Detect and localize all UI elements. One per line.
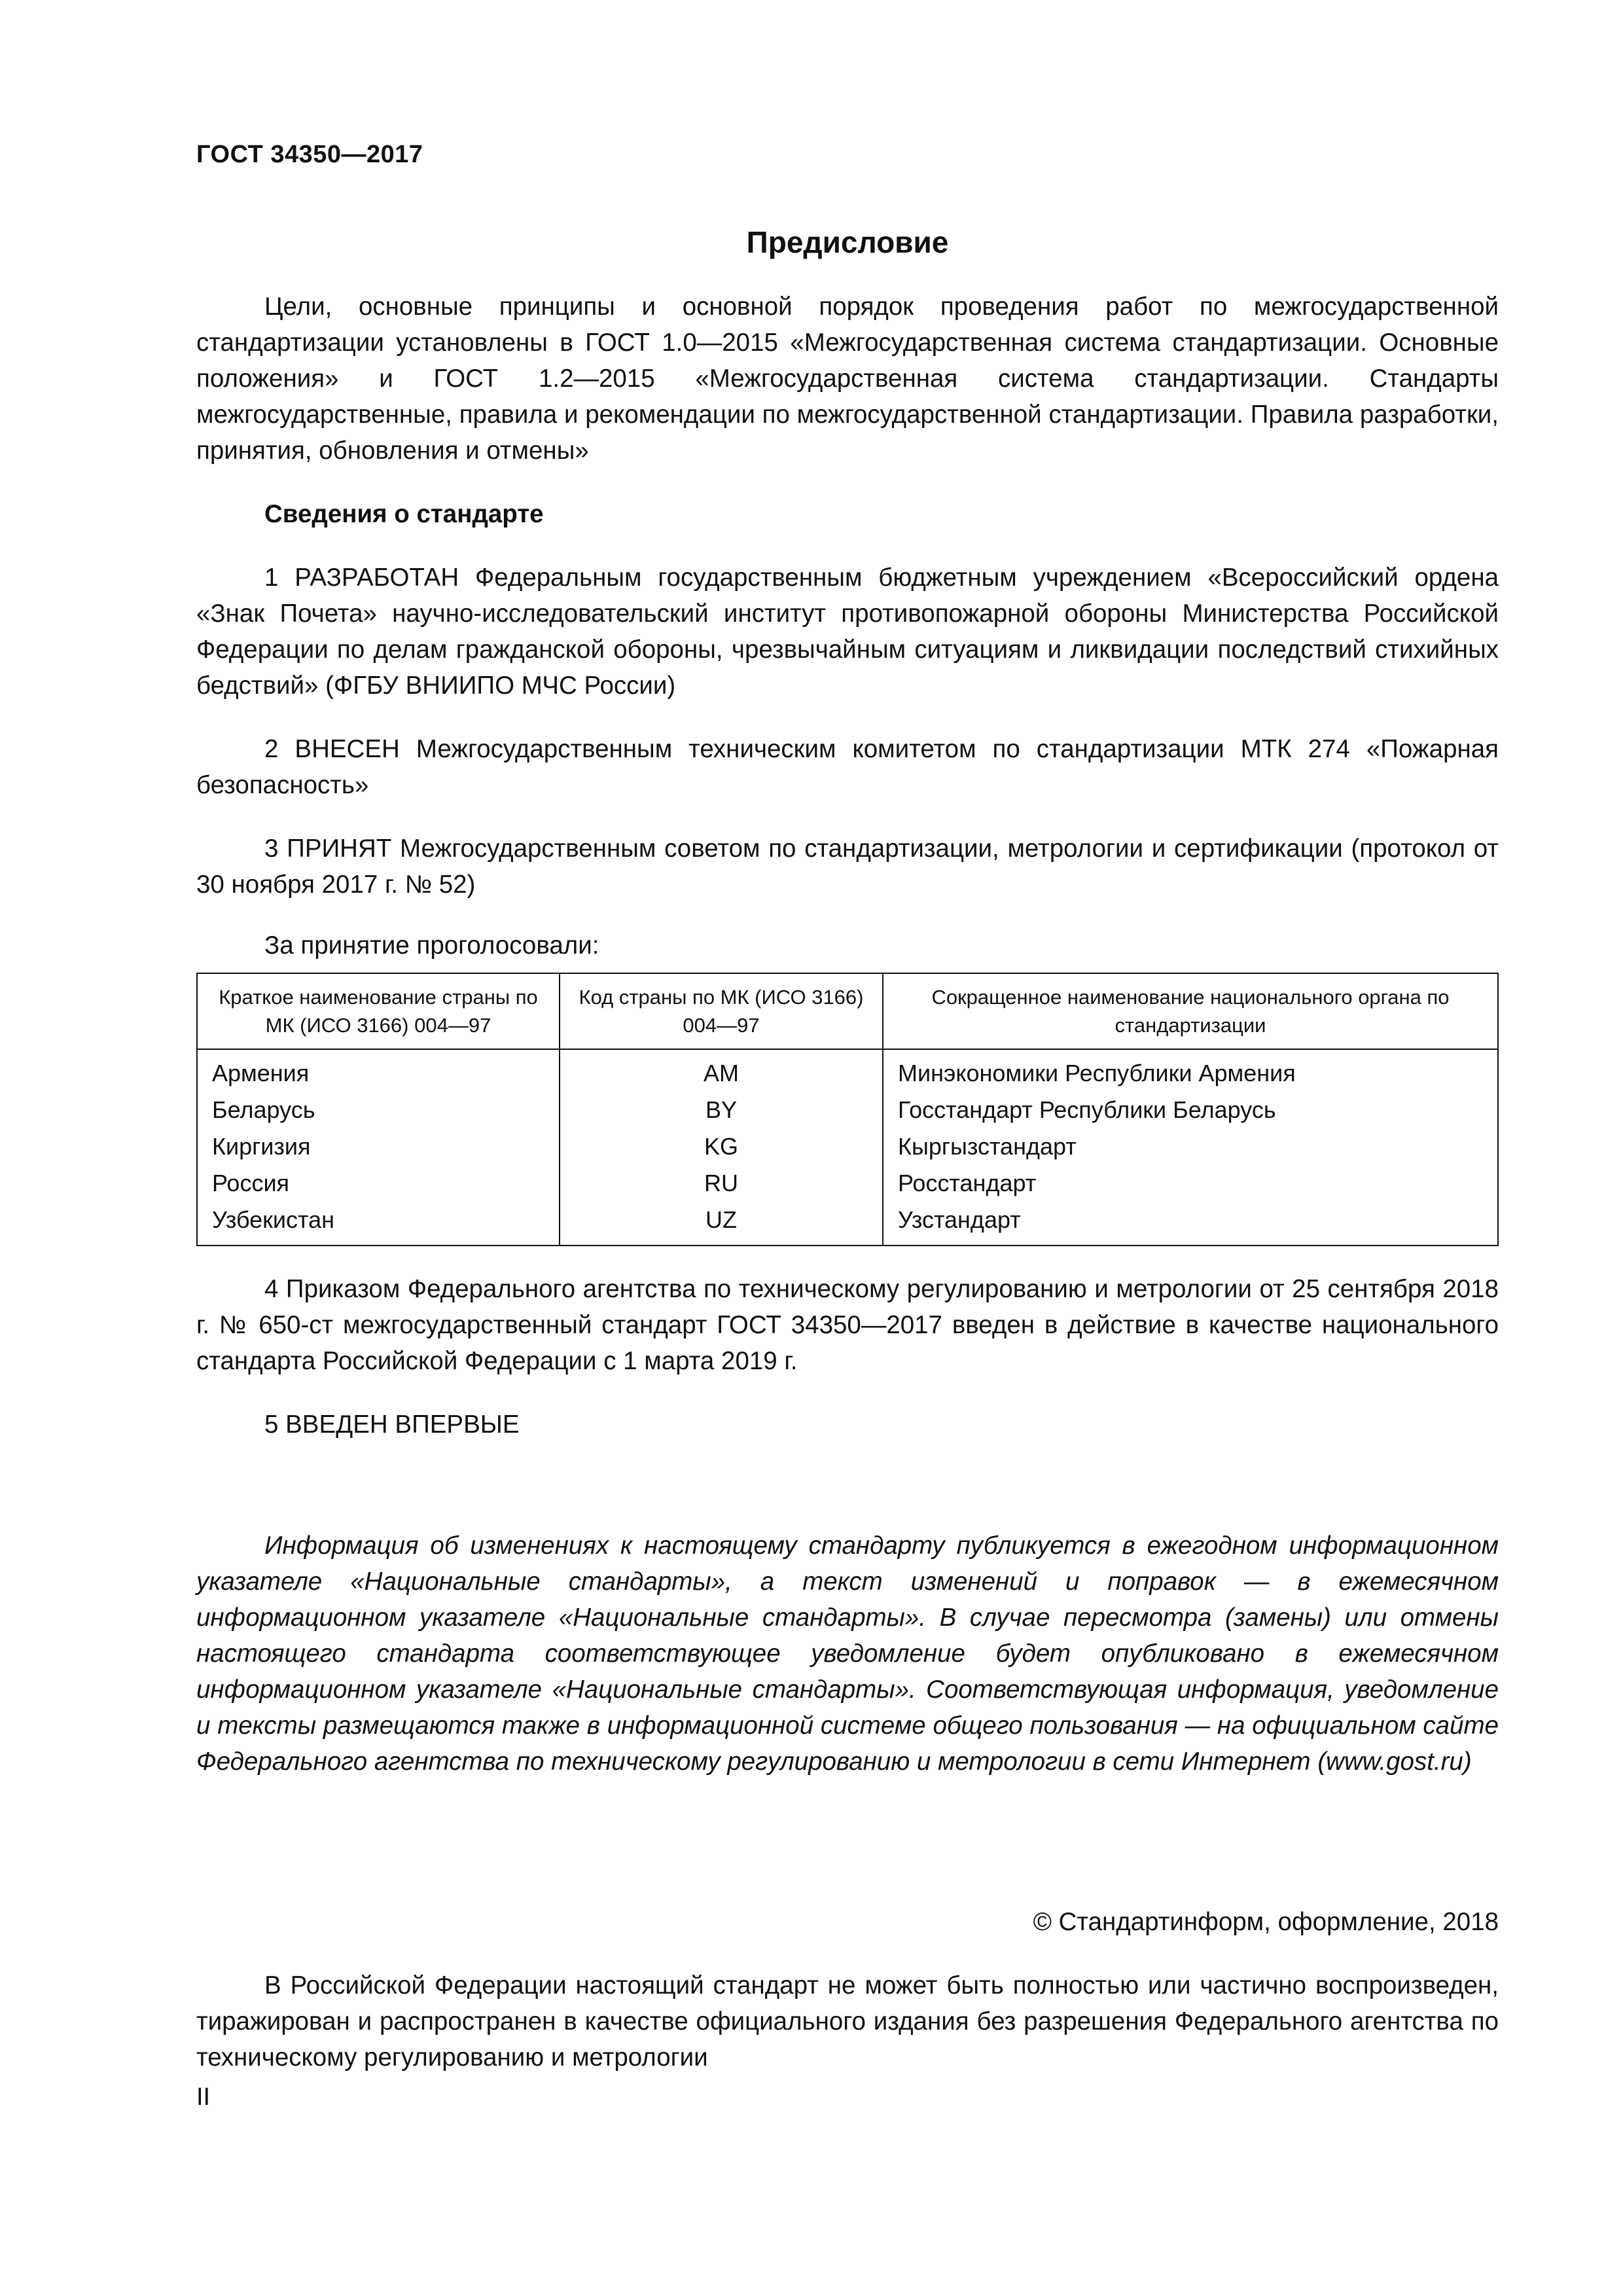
table-header-country: Краткое наименование страны по МК (ИСО 3166) 004—97 [197, 973, 560, 1049]
page-title: Предисловие [746, 225, 949, 259]
table-row [197, 1049, 1498, 1092]
body-cell: Росстандарт [883, 1165, 1498, 1202]
table-row [197, 1128, 1498, 1165]
country-cell: Армения [197, 1049, 560, 1092]
reproduction-notice: В Российской Федерации настоящий стандарт не может быть полностью или частично воспроизведен, тиражирован и распространен в качестве официального издания без разрешения Федерального агентства по техническому регулированию и метрологии [196, 1971, 1499, 2072]
table-header-code: Код страны по МК (ИСО 3166) 004—97 [560, 973, 883, 1049]
code-cell: UZ [560, 1202, 883, 1246]
voted-label: За принятие проголосовали: [264, 931, 599, 960]
document-page [196, 141, 1499, 2113]
body-cell: Кыргызстандарт [883, 1128, 1498, 1165]
code-cell: RU [560, 1165, 883, 1202]
changes-info-paragraph: Информация об изменениях к настоящему стандарту публикуется в ежегодном информационном указателе «Национальные стандарты», а текст изменений и поправок — в ежемесячном информационном указателе «Национальные стандарты». В случае пересмотра (замены) или отмены настоящего стандарта соответствующее уведомление будет опубликовано в ежемесячном информационном указателе «Национальные стандарты». Соответствующая информация, уведомление и тексты размещаются также в информационной системе общего пользования — на официальном сайте Федерального агентства по техническому регулированию и метрологии в сети Интернет (www.gost.ru) [196, 1532, 1499, 1776]
body-cell: Узстандарт [883, 1202, 1498, 1246]
item-2-paragraph: 2 ВНЕСЕН Межгосударственным техническим комитетом по стандартизации МТК 274 «Пожарная безопасность» [196, 735, 1499, 799]
table-row [197, 1092, 1498, 1128]
info-heading: Сведения о стандарте [264, 500, 544, 528]
country-cell: Россия [197, 1165, 560, 1202]
item-3-paragraph: 3 ПРИНЯТ Межгосударственным советом по стандартизации, метрологии и сертификации (протокол от 30 ноября 2017 г. № 52) [196, 834, 1499, 899]
document-header: ГОСТ 34350—2017 [196, 141, 423, 168]
table-header-body: Сокращенное наименование национального органа по стандартизации [883, 973, 1498, 1049]
copyright-line: © Стандартинформ, оформление, 2018 [1033, 1908, 1499, 1936]
code-cell: BY [560, 1092, 883, 1128]
item-5-paragraph: 5 ВВЕДЕН ВПЕРВЫЕ [264, 1410, 520, 1439]
code-cell: AM [560, 1049, 883, 1092]
body-cell: Минэкономики Республики Армения [883, 1049, 1498, 1092]
country-cell: Беларусь [197, 1092, 560, 1128]
code-cell: KG [560, 1128, 883, 1165]
item-1-paragraph: 1 РАЗРАБОТАН Федеральным государственным бюджетным учреждением «Всероссийский ордена «Знак Почета» научно-исследовательский институт противопожарной обороны Министерства Российской Федерации по делам гражданской обороны, чрезвычайным ситуациям и ликвидации последствий стихийных бедствий» (ФГБУ ВНИИПО МЧС России) [196, 564, 1499, 700]
page-number: II [196, 2083, 211, 2111]
voting-table [196, 973, 1499, 1246]
table-row [197, 1165, 1498, 1202]
country-cell: Киргизия [197, 1128, 560, 1165]
body-cell: Госстандарт Республики Беларусь [883, 1092, 1498, 1128]
country-cell: Узбекистан [197, 1202, 560, 1246]
intro-paragraph: Цели, основные принципы и основной порядок проведения работ по межгосударственной стандартизации установлены в ГОСТ 1.0—2015 «Межгосударственная система стандартизации. Основные положения» и ГОСТ 1.2—2015 «Межгосударственная система стандартизации. Стандарты межгосударственные, правила и рекомендации по межгосударственной стандартизации. Правила разработки, принятия, обновления и отмены» [196, 293, 1499, 465]
table-row [197, 1202, 1498, 1246]
item-4-paragraph: 4 Приказом Федерального агентства по техническому регулированию и метрологии от 25 сентября 2018 г. № 650-ст межгосударственный стандарт ГОСТ 34350—2017 введен в действие в качестве национального стандарта Российской Федерации с 1 марта 2019 г. [196, 1275, 1499, 1375]
